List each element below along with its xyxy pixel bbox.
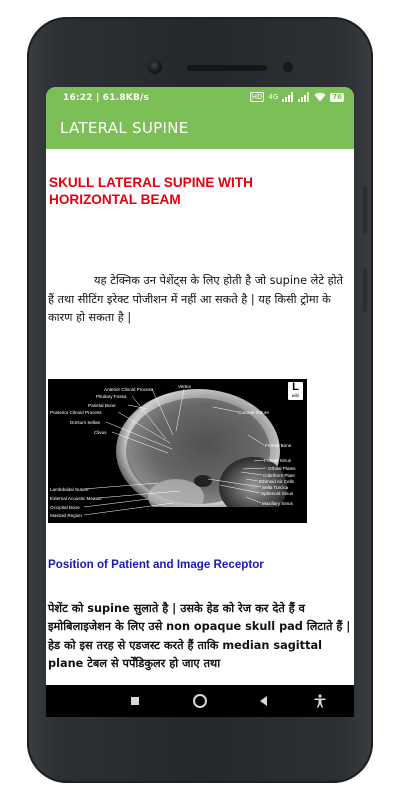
xray-label-right-2: Frontal Sinus	[264, 458, 292, 463]
status-bar	[46, 87, 354, 109]
earpiece-speaker	[187, 65, 267, 71]
xray-label-bottom-4: Mastoid Region	[50, 513, 82, 518]
signal-icon	[282, 92, 294, 102]
position-paragraph: पेशेंट को supine सुलाते है | उसके हेड को रेज कर देते हैं व इमोबिलाइजेशन के लिए उसे non opaque skull pad लिटाते हैं | हेड को इस तरह से एडजस्ट करते हैं ताकि median sagittal plane टेबल से पर्पेंडिकुलर हो जाए तथा	[48, 602, 351, 670]
xray-label-right-6: Sella Turcica	[262, 485, 289, 490]
xray-label-right-5: Ethmoid Air Cells	[259, 479, 294, 484]
xray-label-vertex: Vertex	[178, 384, 192, 389]
xray-label-left-2: Pituitary Fossa	[96, 394, 127, 399]
article-content[interactable]	[46, 149, 354, 685]
xray-label-right-8: Maxillary Sinus	[262, 501, 293, 506]
status-icons	[250, 92, 344, 102]
proximity-sensor	[283, 62, 293, 72]
recents-square-icon	[127, 693, 143, 709]
section-subheading: Position of Patient and Image Receptor	[48, 558, 264, 571]
back-button[interactable]	[256, 693, 272, 709]
back-triangle-icon	[256, 693, 272, 709]
xray-label-left-1: Anterior Clinoid Process	[104, 387, 154, 392]
page-title: LATERAL SUPINE	[60, 119, 189, 137]
accessibility-button[interactable]	[312, 693, 328, 709]
xray-label-left-5: Dorsum Sellae	[70, 420, 101, 425]
intro-paragraph: यह टेक्निक उन पेशेंट्स के लिए होती है जो supine लेटे होते हैं तथा सीटिंग इरेक्ट पोजीशन में नहीं आ सकते है | यह किसी ट्रोमा के कारण हो सकता है |	[48, 274, 343, 324]
heading-line-2: HORIZONTAL BEAM	[49, 192, 181, 207]
xray-label-left-3: Parietal Bone	[88, 403, 116, 408]
xray-label-coronal: Coronal Suture	[238, 410, 269, 415]
xray-label-bottom-1: Lambdoidal Suture	[50, 487, 89, 492]
xray-label-right-7: Sphenoid Sinus	[261, 491, 294, 496]
xray-pointer-lines	[48, 379, 307, 523]
article-heading	[49, 174, 294, 208]
wiki-badge-text: wiki	[291, 393, 300, 398]
battery-icon: 76	[332, 92, 342, 101]
heading-line-1: SKULL LATERAL SUPINE WITH	[49, 175, 253, 190]
xray-label-right-3: Orbital Plates	[268, 466, 296, 471]
xray-label-bottom-3: Occipital Bone	[50, 505, 80, 510]
home-button[interactable]	[192, 693, 208, 709]
front-camera-icon	[148, 60, 162, 74]
xray-label-right-4: Cribriform Plate	[263, 473, 295, 478]
wifi-icon	[314, 92, 326, 102]
network-type-label: 4G	[268, 93, 279, 101]
volume-button	[363, 186, 367, 234]
recents-button[interactable]	[127, 693, 143, 709]
navigation-bar	[46, 685, 354, 717]
signal-icon-secondary	[298, 92, 310, 102]
accessibility-icon	[312, 693, 328, 709]
app-bar	[46, 109, 354, 149]
xray-label-left-4: Posterior Clinoid Process	[50, 410, 102, 415]
xray-label-left-6: Clivus	[94, 430, 107, 435]
skull-xray-image	[48, 379, 307, 523]
status-time-speed: 16:22 | 61.8KB/s	[63, 93, 150, 103]
power-button	[363, 268, 367, 312]
home-circle-icon	[192, 693, 208, 709]
wiki-badge-letter: L	[292, 381, 299, 393]
phone-screen	[46, 87, 354, 717]
xray-label-right-1: Frontal Bone	[265, 443, 292, 448]
volte-icon: HD	[251, 93, 263, 101]
xray-label-bottom-2: External Acoustic Meatus	[50, 496, 102, 501]
